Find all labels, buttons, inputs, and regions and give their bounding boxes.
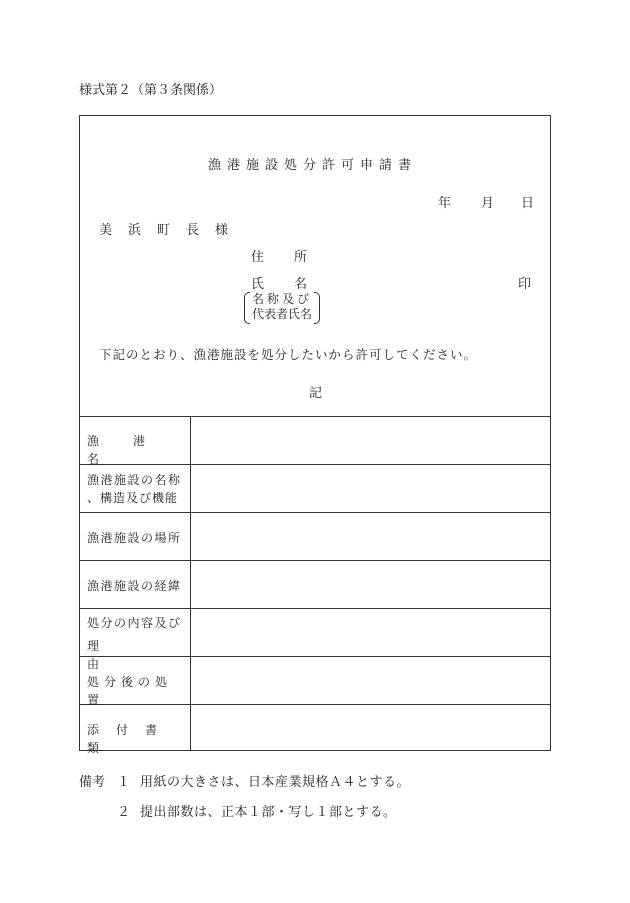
row-label-facility-location: 漁港施設の場所 — [87, 531, 182, 545]
row-label-line: 理由 — [87, 639, 166, 671]
application-form — [79, 115, 551, 755]
name-label: 氏名 — [251, 277, 338, 292]
date-day-label: 日 — [521, 196, 535, 211]
table-column-divider — [190, 416, 191, 751]
row-value-facility-location[interactable] — [192, 513, 550, 559]
ki-label: 記 — [309, 386, 323, 401]
row-label-post-disposal: 処分後の処置 — [87, 675, 173, 707]
corporate-name-bracket — [244, 292, 320, 324]
address-label: 住所 — [251, 250, 338, 265]
row-value-facility-name[interactable] — [192, 465, 550, 511]
row-label-line: 処分の内容及び — [87, 616, 182, 630]
date-month-label: 月 — [481, 196, 495, 211]
row-label-line: 漁港施設の名称 — [87, 473, 182, 487]
row-label-disposal-details — [87, 614, 183, 673]
addressee: 美浜町長様 — [99, 223, 245, 238]
row-label-attachments: 添付書類 — [87, 723, 175, 755]
row-value-post-disposal[interactable] — [192, 657, 550, 703]
note-number: ２ — [117, 805, 131, 820]
seal-mark: 印 — [518, 277, 532, 292]
note-text: 用紙の大きさは、日本産業規格Ａ４とする。 — [140, 775, 411, 790]
corp-name-line2: 代表者氏名 — [252, 307, 313, 321]
row-label-facility-history: 漁港施設の経緯 — [87, 579, 182, 593]
row-value-disposal-details[interactable] — [192, 609, 550, 655]
row-value-port-name[interactable] — [192, 417, 550, 463]
row-value-facility-history[interactable] — [192, 561, 550, 607]
form-title: 漁港施設処分許可申請書 — [208, 158, 418, 173]
form-number: 様式第２（第３条関係） — [79, 83, 223, 98]
date-year-label: 年 — [438, 196, 452, 211]
note-number: １ — [117, 775, 131, 790]
row-label-line: 、構造及び機能 — [87, 491, 179, 505]
row-label-facility-name — [87, 471, 183, 507]
corp-name-line1: 名称及び — [252, 292, 313, 306]
notes-heading: 備考 — [79, 775, 106, 790]
note-text: 提出部数は、正本１部・写し１部とする。 — [140, 805, 397, 820]
row-label-port-name: 漁港名 — [87, 434, 180, 466]
row-value-attachments[interactable] — [192, 705, 550, 751]
request-text: 下記のとおり、漁港施設を処分したいから許可してください。 — [99, 347, 478, 362]
